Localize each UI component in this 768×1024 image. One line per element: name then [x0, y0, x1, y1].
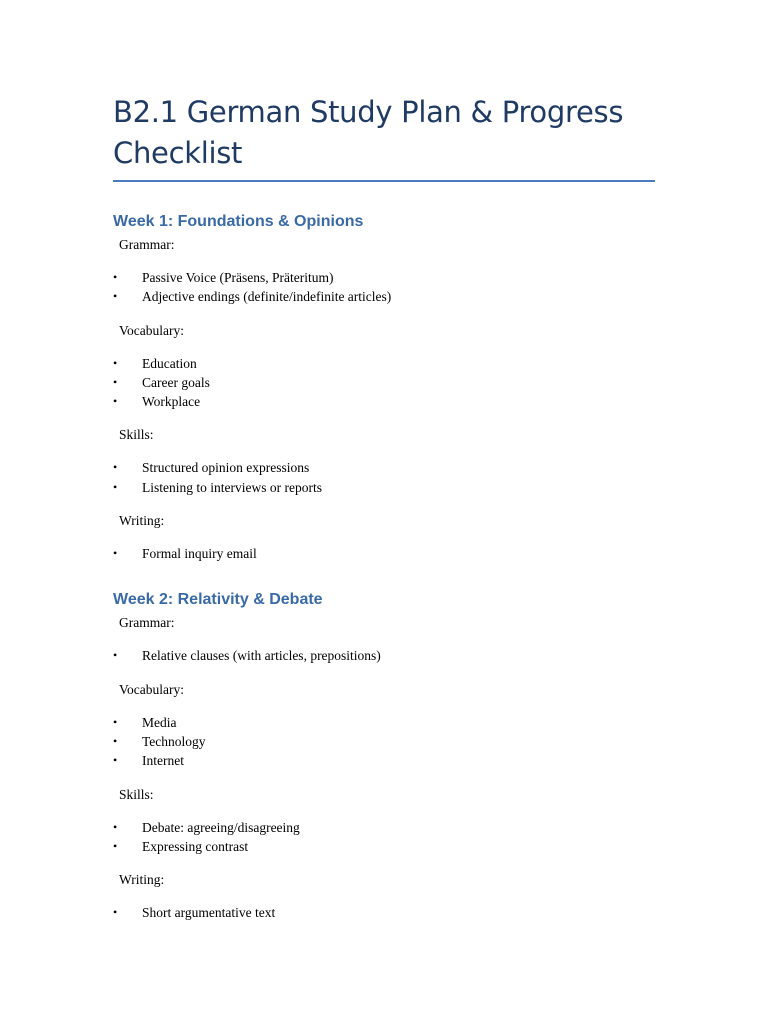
bullet-list: [113, 903, 655, 922]
list-item-text: Career goals: [142, 374, 210, 390]
topic-section: [113, 681, 655, 771]
bullet-icon: •: [113, 819, 118, 834]
bullet-icon: •: [113, 546, 118, 561]
topic-section: [113, 512, 655, 563]
list-item: [113, 392, 655, 411]
list-item: [113, 903, 655, 922]
bullet-icon: •: [113, 714, 118, 729]
list-item: [113, 478, 655, 497]
bullet-list: [113, 713, 655, 771]
list-item-text: Technology: [142, 733, 206, 749]
list-item-text: Short argumentative text: [142, 905, 276, 921]
list-item-text: Workplace: [142, 394, 201, 410]
bullet-icon: •: [113, 394, 118, 409]
list-item: [113, 751, 655, 770]
bullet-list: [113, 354, 655, 412]
topic-section: [113, 871, 655, 922]
list-item-text: Structured opinion expressions: [142, 460, 310, 476]
section-label: Grammar:: [119, 237, 175, 252]
list-item-text: Internet: [142, 753, 184, 769]
bullet-icon: •: [113, 460, 118, 475]
list-item-text: Relative clauses (with articles, prepositions): [142, 648, 381, 664]
list-item-text: Education: [142, 355, 197, 371]
bullet-icon: •: [113, 479, 118, 494]
bullet-icon: •: [113, 648, 118, 663]
topic-section: [113, 786, 655, 857]
list-item-text: Listening to interviews or reports: [142, 479, 322, 495]
bullet-icon: •: [113, 733, 118, 748]
list-item: [113, 287, 655, 306]
bullet-list: [113, 646, 655, 665]
topic-section: [113, 236, 655, 307]
bullet-icon: •: [113, 753, 118, 768]
list-item-text: Expressing contrast: [142, 838, 249, 854]
topic-section: [113, 614, 655, 665]
list-item: [113, 458, 655, 477]
list-item: [113, 373, 655, 392]
list-item-text: Media: [142, 714, 177, 730]
list-item: [113, 732, 655, 751]
week-section: [113, 212, 655, 563]
list-item: [113, 837, 655, 856]
topic-section: [113, 322, 655, 412]
weeks-container: [113, 212, 655, 922]
bullet-list: [113, 268, 655, 307]
topic-section: [113, 426, 655, 497]
bullet-list: [113, 818, 655, 857]
list-item: [113, 354, 655, 373]
list-item-text: Debate: agreeing/disagreeing: [142, 819, 300, 835]
document-page: [113, 92, 655, 922]
bullet-icon: •: [113, 270, 118, 284]
section-label: Skills:: [119, 786, 154, 802]
list-item-text: Passive Voice (Präsens, Präteritum): [142, 270, 334, 285]
section-label: Skills:: [119, 427, 154, 443]
section-label: Vocabulary:: [119, 681, 184, 697]
section-label: Writing:: [119, 872, 165, 888]
document-title: B2.1 German Study Plan & Progress Checklist: [113, 95, 624, 170]
section-label: Grammar:: [119, 615, 175, 631]
bullet-icon: •: [113, 905, 118, 920]
list-item-text: Formal inquiry email: [142, 546, 257, 562]
week-heading: Week 1: Foundations & Opinions: [113, 213, 364, 230]
list-item: [113, 268, 655, 287]
bullet-list: [113, 544, 655, 563]
list-item-text: Adjective endings (definite/indefinite articles): [142, 289, 392, 305]
list-item: [113, 713, 655, 732]
list-item: [113, 646, 655, 665]
week-section: [113, 590, 655, 922]
bullet-icon: •: [113, 355, 118, 370]
section-label: Writing:: [119, 513, 165, 529]
list-item: [113, 544, 655, 563]
bullet-icon: •: [113, 838, 118, 853]
week-heading: Week 2: Relativity & Debate: [113, 591, 323, 609]
section-label: Vocabulary:: [119, 322, 184, 338]
bullet-icon: •: [113, 289, 118, 304]
bullet-list: [113, 458, 655, 497]
list-item: [113, 818, 655, 837]
bullet-icon: •: [113, 374, 118, 389]
title-divider: [113, 180, 655, 182]
